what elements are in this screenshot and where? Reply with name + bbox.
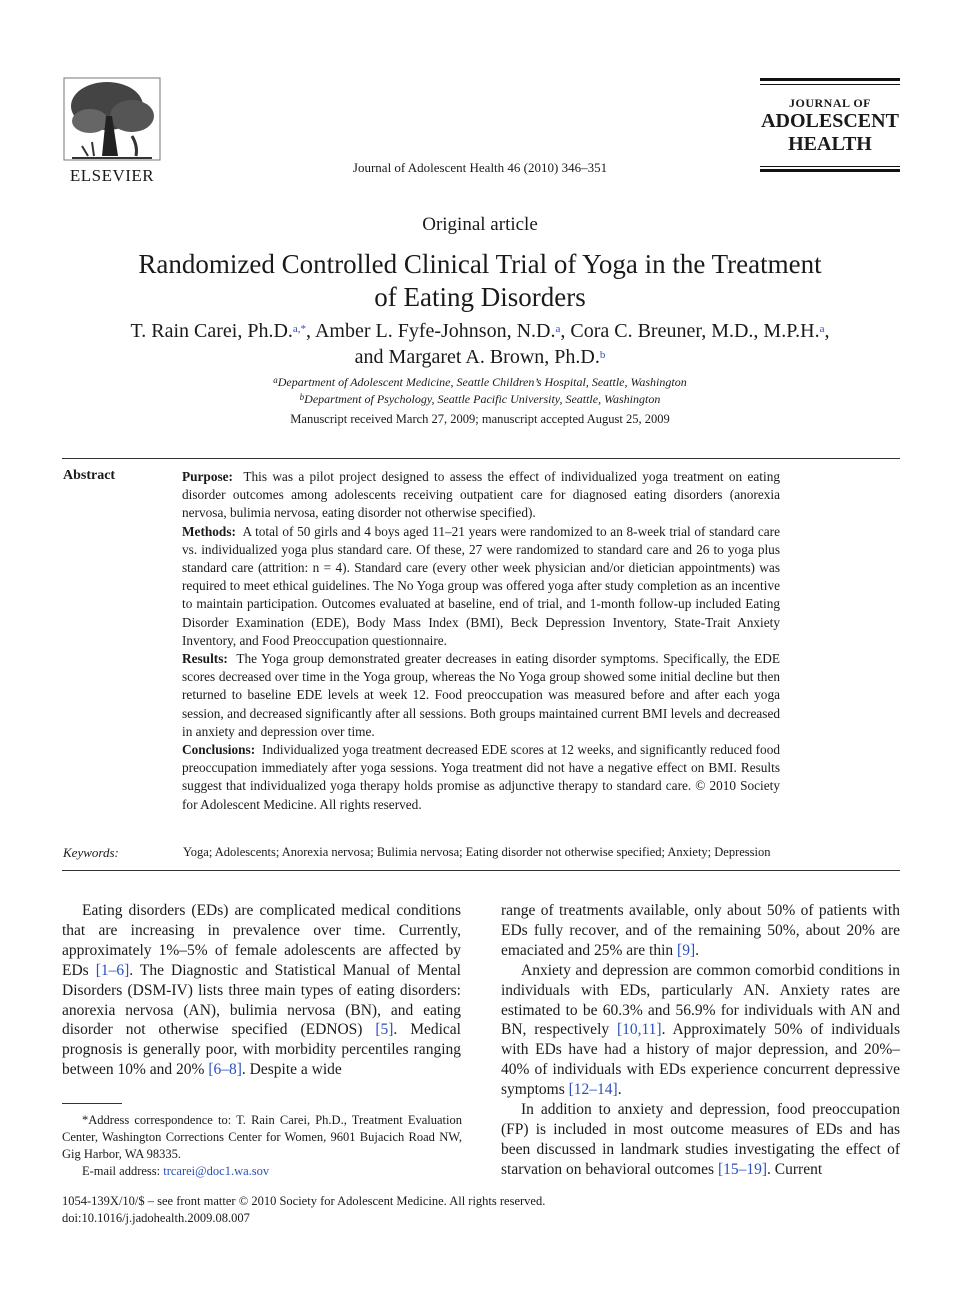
- journal-logo-line2: ADOLESCENT: [761, 110, 899, 132]
- abstract-heading: Conclusions:: [182, 742, 256, 758]
- title-line-1: Randomized Controlled Clinical Trial of Yoga in the Treatment: [138, 249, 822, 279]
- abstract-heading: Methods:: [182, 523, 236, 539]
- manuscript-dates: Manuscript received March 27, 2009; manuscript accepted August 25, 2009: [290, 412, 670, 426]
- affiliation-sup: a: [273, 375, 278, 385]
- author-sup[interactable]: a: [555, 323, 561, 335]
- citation-link[interactable]: [9]: [677, 941, 696, 959]
- body-column-right: [501, 901, 900, 1180]
- abstract-results: [182, 650, 780, 741]
- citation-link[interactable]: [5]: [375, 1021, 394, 1039]
- footnote-email-line: [62, 1163, 462, 1180]
- abstract-purpose: [182, 468, 780, 523]
- author-sep: ,: [560, 320, 571, 342]
- abstract-text: A total of 50 girls and 4 boys aged 11–21 years were randomized to an 8-week trial of standard care vs. individualized yoga plus standard care. Of these, 27 were randomized to standard care and 26 to yoga plus standard care (attrition: n = 4). Standard care (every other week physician and/or dietician appointments) was required to meet ethical guidelines. The No Yoga group was offered yoga after study completion as an incentive to maintain participation. Outcomes evaluated at baseline, end of trial, and 1-month follow-up included Eating Disorder Examination (EDE), Body Mass Index (BMI), Beck Depression Inventory, State-Trait Anxiety Inventory, and Food Preoccupation questionnaire.: [182, 523, 780, 648]
- journal-logo-text: [760, 96, 900, 156]
- citation-link[interactable]: [1–6]: [95, 961, 130, 979]
- abstract-body: [182, 468, 780, 814]
- copyright-line: 1054-139X/10/$ – see front matter © 2010 Society for Adolescent Medicine. All rights reserved.: [62, 1194, 546, 1208]
- abstract-text: Individualized yoga treatment decreased EDE scores at 12 weeks, and significantly reduced food preoccupation immediately after yoga sessions. Yoga treatment did not have a negative effect on BMI. Results suggest that individualized yoga therapy holds promise as adjunctive therapy to standard care. © 2010 Society for Adolescent Medicine. All rights reserved.: [182, 742, 780, 812]
- author-name: Cora C. Breuner, M.D., M.P.H.: [570, 320, 820, 342]
- abstract-rule-top: [62, 458, 900, 459]
- author-list: [0, 318, 960, 370]
- body-paragraph: range of treatments available, only about 50% of patients with EDs fully recover, and of the remaining 50%, about 20% are emaciated and 25% are thin [9].: [501, 902, 900, 959]
- affiliation-sup: b: [299, 392, 305, 402]
- author-line-1: [0, 318, 960, 344]
- rule-top: [760, 78, 900, 81]
- author-name: Amber L. Fyfe-Johnson, N.D.: [314, 320, 556, 342]
- article-type: Original article: [422, 214, 538, 235]
- journal-logo-line1: JOURNAL OF: [788, 96, 871, 110]
- affiliation-a: [0, 374, 960, 391]
- title-line-2: of Eating Disorders: [374, 282, 586, 312]
- abstract-rule-bottom: [62, 870, 900, 871]
- abstract-label: Abstract: [63, 468, 116, 483]
- footnote-rule: [62, 1103, 122, 1104]
- author-sep: ,: [824, 320, 830, 342]
- rule-top-thin: [760, 84, 900, 85]
- citation-link[interactable]: [6–8]: [208, 1061, 242, 1079]
- author-sep: ,: [306, 320, 315, 342]
- affiliations: [0, 374, 960, 408]
- rule-bottom: [760, 169, 900, 172]
- author-sup[interactable]: a: [819, 323, 825, 335]
- body-paragraph: Anxiety and depression are common comorbid conditions in individuals with EDs, particularly AN. Anxiety rates are estimated to be 60.3% and 56.9% for individuals with AN and BN, respectively [10,11]. Approximately 50% of individuals with EDs have had a history of major depression, and 20%–40% of individuals with EDs experience concurrent depressive symptoms [12–14].: [501, 961, 900, 1099]
- author-sup[interactable]: b: [599, 349, 606, 361]
- affiliation-text: Department of Adolescent Medicine, Seattle Children’s Hospital, Seattle, Washington: [277, 375, 687, 389]
- keywords-label: Keywords:: [63, 845, 119, 860]
- affiliation-b: [0, 391, 960, 408]
- article-title: [0, 248, 960, 314]
- citation-link[interactable]: [10,11]: [616, 1021, 662, 1039]
- journal-logo: [760, 78, 900, 174]
- author-name: and Margaret A. Brown, Ph.D.: [354, 346, 600, 368]
- abstract-text: This was a pilot project designed to assess the effect of individualized yoga treatment on eating disorder outcomes among adolescents receiving outpatient care for diagnosed eating disorders (anorexia nervosa, bulimia nervosa, eating disorder not otherwise specified).: [182, 469, 780, 521]
- body-paragraph: Eating disorders (EDs) are complicated medical conditions that are increasing in prevalence over time. Currently, approximately 1%–5% of female adolescents are affected by EDs [1–6]. The Diagnostic and Statistical Manual of Mental Disorders (DSM-IV) lists three main types of eating disorders: anorexia nervosa (AN), bulimia nervosa (BN), and eating disorder not otherwise specified (EDNOS) [5]. Medical prognosis is generally poor, with morbidity percentiles ranging between 10% and 20% [6–8]. Despite a wide: [62, 902, 461, 1079]
- affiliation-text: Department of Psychology, Seattle Pacific University, Seattle, Washington: [304, 392, 661, 406]
- author-line-2: [0, 344, 960, 370]
- abstract-text: The Yoga group demonstrated greater decreases in eating disorder symptoms. Specifically, the EDE scores decreased over time in the Yoga group, whereas the No Yoga group showed some initial decline but then returned to baseline EDE levels at week 12. Food preoccupation was measured before and after each yoga session, and decreased significantly after all sessions. Both groups maintained current BMI levels and decreased in anxiety and depression over time.: [182, 651, 780, 739]
- footnote: [62, 1112, 462, 1180]
- keywords: Yoga; Adolescents; Anorexia nervosa; Bulimia nervosa; Eating disorder not otherwise specified; Anxiety; Depression: [183, 845, 771, 859]
- body-column-left: [62, 901, 461, 1080]
- author-sup[interactable]: a,*: [292, 323, 307, 335]
- doi: doi:10.1016/j.jadohealth.2009.08.007: [62, 1211, 250, 1225]
- journal-logo-line3: HEALTH: [788, 133, 872, 155]
- email-label: E-mail address:: [82, 1164, 161, 1178]
- copyright: [62, 1193, 545, 1227]
- footnote-address: *Address correspondence to: T. Rain Carei, Ph.D., Treatment Evaluation Center, Washington Corrections Center for Women, 9601 Bujacich Road NW, Gig Harbor, WA 98335.: [62, 1113, 462, 1161]
- journal-citation: Journal of Adolescent Health 46 (2010) 346–351: [352, 160, 608, 175]
- abstract-methods: [182, 523, 780, 650]
- abstract-conclusions: [182, 741, 780, 814]
- abstract-heading: Purpose:: [182, 469, 233, 484]
- email-link[interactable]: trcarei@doc1.wa.sov: [163, 1164, 270, 1178]
- citation-link[interactable]: [12–14]: [568, 1081, 618, 1099]
- body-paragraph: In addition to anxiety and depression, food preoccupation (FP) is included in most outcome measures of EDs and has been discussed in landmark studies investigating the effect of starvation on behavioral outcomes [15–19]. Current: [501, 1101, 900, 1178]
- author-name: T. Rain Carei, Ph.D.: [130, 320, 293, 342]
- rule-bottom-thin: [760, 166, 900, 167]
- abstract-heading: Results:: [182, 651, 228, 667]
- citation-link[interactable]: [15–19]: [717, 1160, 768, 1178]
- publisher-name: ELSEVIER: [69, 166, 155, 185]
